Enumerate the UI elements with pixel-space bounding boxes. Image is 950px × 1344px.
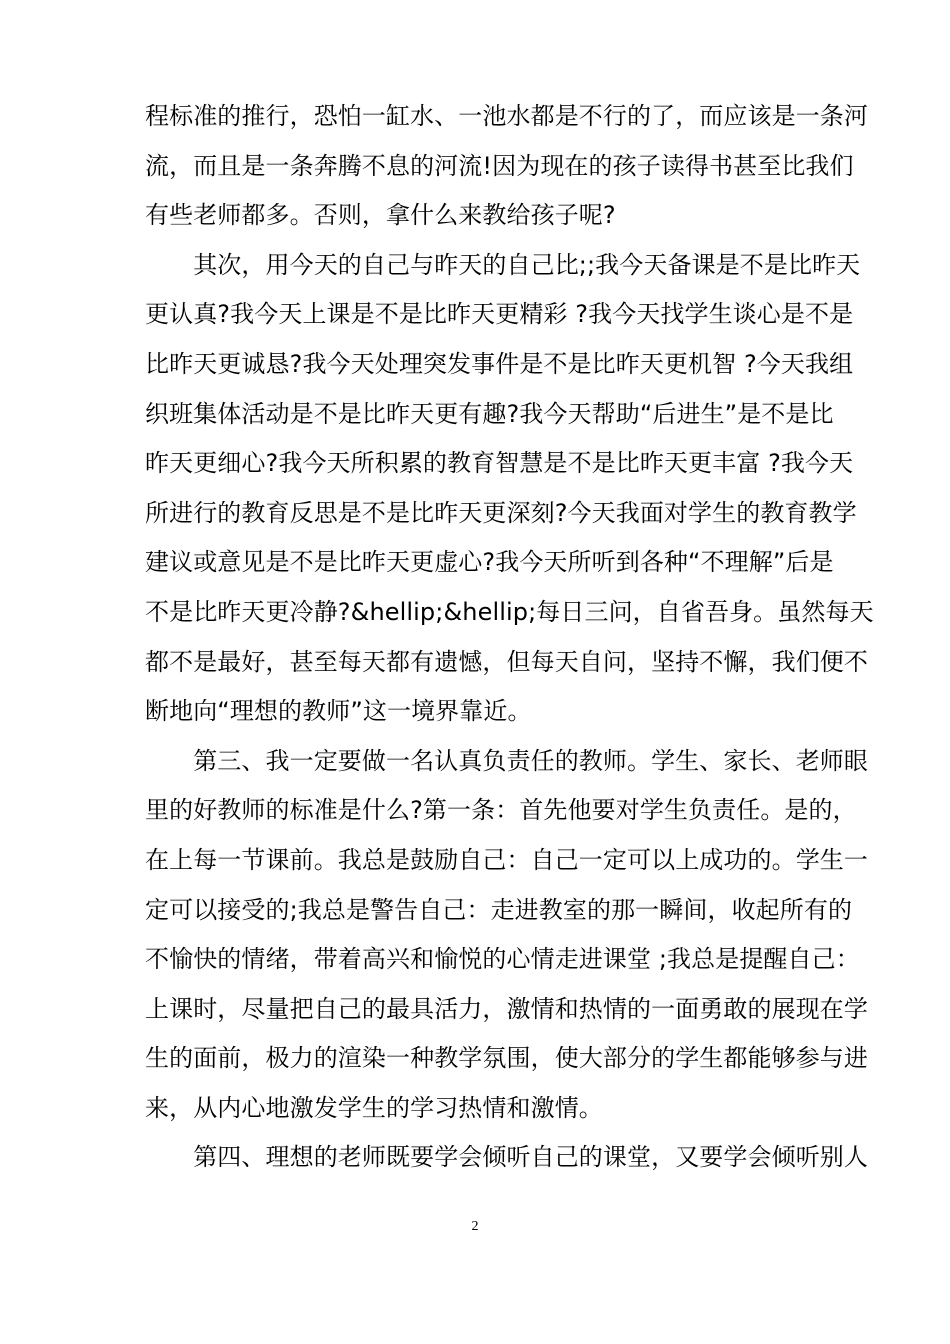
text-line: 生的面前，极力的渲染一种教学氛围，使大部分的学生都能够参与进 — [145, 1044, 868, 1073]
text-line: 更认真?我今天上课是不是比昨天更精彩 ?我今天找学生谈心是不是 — [145, 300, 854, 329]
text-line: 其次，用今天的自己与昨天的自己比;;我今天备课是不是比昨天 — [145, 250, 861, 279]
text-line: 断地向“理想的教师”这一境界靠近。 — [145, 697, 532, 726]
text-line: 所进行的教育反思是不是比昨天更深刻?今天我面对学生的教育教学 — [145, 498, 857, 527]
text-line: 第三、我一定要做一名认真负责任的教师。学生、家长、老师眼 — [145, 746, 868, 775]
text-line: 流，而且是一条奔腾不息的河流!因为现在的孩子读得书甚至比我们 — [145, 151, 854, 180]
text-line: 建议或意见是不是比昨天更虚心?我今天所听到各种“不理解”后是 — [145, 548, 834, 577]
text-line: 昨天更细心?我今天所积累的教育智慧是不是比昨天更丰富 ?我今天 — [145, 449, 854, 478]
text-line: 程标准的推行，恐怕一缸水、一池水都是不行的了，而应该是一条河 — [145, 102, 868, 130]
text-line: 上课时，尽量把自己的最具活力，激情和热情的一面勇敢的展现在学 — [145, 994, 868, 1023]
text-line: 有些老师都多。否则，拿什么来教给孩子呢? — [145, 201, 616, 230]
text-line: 比昨天更诚恳?我今天处理突发事件是不是比昨天更机智 ?今天我组 — [145, 349, 854, 378]
text-line: 来，从内心地激发学生的学习热情和激情。 — [145, 1093, 603, 1122]
text-line: 都不是最好，甚至每天都有遗憾，但每天自问，坚持不懈，我们便不 — [145, 647, 868, 676]
text-line: 在上每一节课前。我总是鼓励自己：自己一定可以上成功的。学生一 — [145, 845, 868, 874]
text-line: 里的好教师的标准是什么?第一条：首先他要对学生负责任。是的， — [145, 796, 857, 825]
text-line: 第四、理想的老师既要学会倾听自己的课堂，又要学会倾听别人 — [145, 1143, 868, 1172]
text-line: 不愉快的情绪，带着高兴和愉悦的心情走进课堂 ;我总是提醒自己： — [145, 945, 860, 974]
text-line: 不是比昨天更冷静?&hellip;&hellip;每日三问，自省吾身。虽然每天 — [145, 597, 874, 626]
text-line: 织班集体活动是不是比昨天更有趣?我今天帮助“后进生”是不是比 — [145, 399, 834, 428]
text-line: 定可以接受的;我总是警告自己：走进教室的那一瞬间，收起所有的 — [145, 895, 853, 924]
body-text — [145, 92, 874, 1183]
page-number: 2 — [471, 1219, 479, 1234]
